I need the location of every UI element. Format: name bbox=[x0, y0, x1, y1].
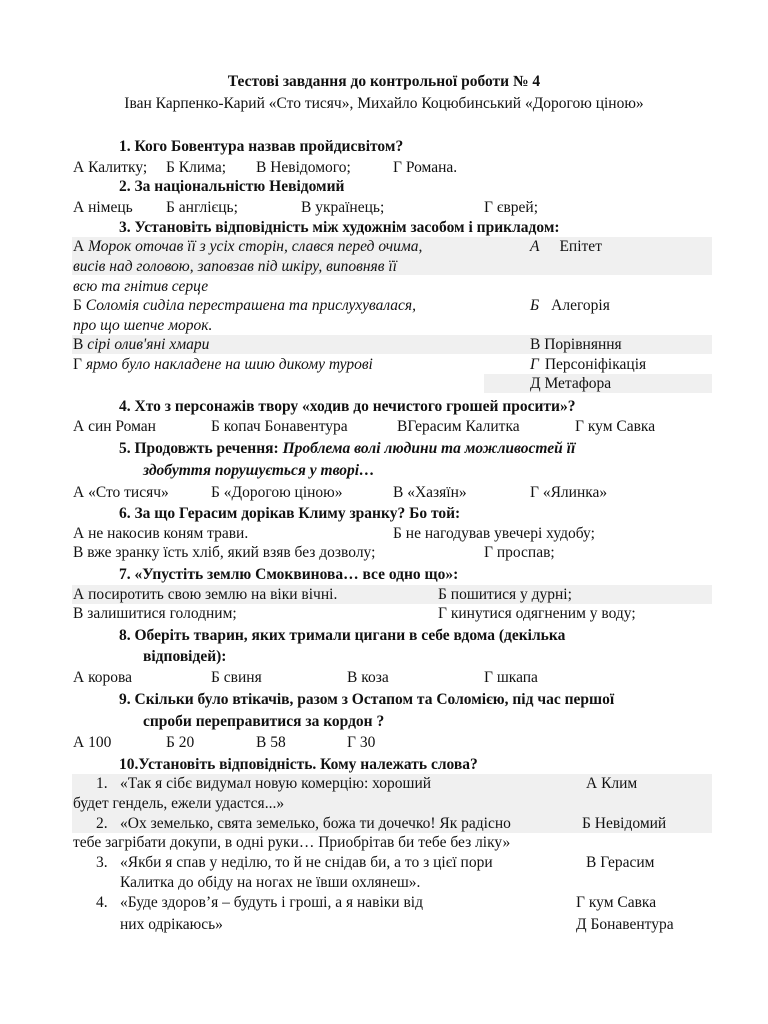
question-2: 2. За національністю Невідомий bbox=[119, 178, 345, 195]
q6-answer-v: В вже зранку їсть хліб, який взяв без дозволу; bbox=[73, 544, 376, 561]
q8-answer-b: Б свиня bbox=[211, 669, 262, 686]
question-5-line-1: 5. Продовжть речення: Проблема волі людини та можливостей її bbox=[119, 440, 576, 457]
q4-answer-a: А син Роман bbox=[73, 418, 156, 435]
q5-answer-v: В «Хазяїн» bbox=[393, 484, 467, 501]
q5-answer-b: Б «Дорогою ціною» bbox=[211, 484, 343, 501]
q2-answer-g: Г єврей; bbox=[484, 199, 539, 216]
q7-answer-a: А посиротить свою землю на віки вічні. bbox=[73, 586, 338, 603]
question-3: 3. Установіть відповідність між художнім засобом і прикладом: bbox=[119, 219, 560, 236]
question-5-line-2: здобуття порушується у творі… bbox=[143, 462, 375, 479]
q4-answer-g: Г кум Савка bbox=[575, 418, 656, 435]
q3-option-v: В Порівняння bbox=[530, 336, 622, 353]
q3-option-b: Б Алегорія bbox=[530, 297, 610, 314]
q10-item-4-line-1: «Буде здоров’я – будуть і гроші, а я навіки від bbox=[120, 894, 423, 911]
q2-answer-v: В українець; bbox=[301, 199, 385, 216]
q3-example-v: В сірі олив'яні хмари bbox=[73, 336, 210, 353]
q3-example-g: Г ярмо було накладене на шию дикому турові bbox=[73, 356, 373, 373]
q7-answer-g: Г кинутися одягненим у воду; bbox=[438, 605, 636, 622]
q7-answer-v: В залишитися голодним; bbox=[73, 605, 237, 622]
question-8-line-2: відповідей): bbox=[143, 648, 227, 665]
q9-answer-g: Г 30 bbox=[347, 734, 376, 751]
q8-answer-v: В коза bbox=[347, 669, 389, 686]
q5-answer-a: А «Сто тисяч» bbox=[73, 484, 169, 501]
q6-answer-b: Б не нагодував увечері худобу; bbox=[393, 525, 595, 542]
q6-answer-g: Г проспав; bbox=[484, 544, 555, 561]
q3-option-g: Г Персоніфікація bbox=[530, 356, 647, 373]
question-1: 1. Кого Бовентура назвав пройдисвітом? bbox=[119, 138, 404, 155]
q10-item-1-line-2: будет гендель, ежели удастся...» bbox=[73, 795, 285, 812]
q10-option-b: Б Невідомий bbox=[582, 815, 667, 832]
q1-answer-a: А Калитку; bbox=[73, 159, 148, 176]
q10-option-a: А Клим bbox=[586, 775, 638, 792]
q10-item-2-line-1: «Ох земелько, свята земелько, божа ти дочечко! Як радісно bbox=[120, 815, 511, 832]
q10-item-1-number: 1. bbox=[96, 775, 108, 792]
q10-item-3-number: 3. bbox=[96, 854, 108, 871]
question-9-line-2: спроби переправитися за кордон ? bbox=[143, 713, 385, 730]
q10-option-g: Г кум Савка bbox=[576, 894, 657, 911]
q10-item-1-line-1: «Так я сібє видумал новую комерцію: хороший bbox=[120, 775, 432, 792]
question-7: 7. «Упустіть землю Смоквинова… все одно що»: bbox=[119, 566, 459, 583]
q9-answer-b: Б 20 bbox=[166, 734, 195, 751]
q8-answer-g: Г шкапа bbox=[484, 669, 538, 686]
q4-answer-b: Б копач Бонавентура bbox=[211, 418, 348, 435]
q3-example-a-line-1: А Морок оточав її з усіх сторін, слався перед очима, bbox=[73, 238, 423, 255]
q8-answer-a: А корова bbox=[73, 669, 133, 686]
document-subtitle: Іван Карпенко-Карий «Сто тисяч», Михайло Коцюбинський «Дорогою ціною» bbox=[124, 95, 644, 112]
q10-item-3-line-2: Калитка до обіду на ногах не ївши охлянеш». bbox=[120, 874, 421, 891]
q10-item-2-line-2: тебе загрібати докупи, в одні руки… Приобрітав би тебе без ліку» bbox=[73, 834, 511, 851]
q1-answer-b: Б Клима; bbox=[166, 159, 227, 176]
q3-example-a-line-3: всю та гнітив серце bbox=[73, 278, 209, 295]
q10-item-2-number: 2. bbox=[96, 815, 108, 832]
question-6: 6. За що Герасим дорікав Климу зранку? Бо той: bbox=[119, 505, 461, 522]
q1-answer-v: В Невідомого; bbox=[256, 159, 351, 176]
q1-answer-g: Г Романа. bbox=[393, 159, 458, 176]
q9-answer-v: В 58 bbox=[256, 734, 286, 751]
question-4: 4. Хто з персонажів твору «ходив до нечистого грошей просити»? bbox=[119, 398, 576, 415]
q10-option-v: В Герасим bbox=[586, 854, 655, 871]
q10-item-4-number: 4. bbox=[96, 894, 108, 911]
q3-example-b-line-1: Б Соломія сиділа перестрашена та прислухувалася, bbox=[73, 297, 417, 314]
q10-option-d: Д Бонавентура bbox=[576, 916, 674, 933]
q10-item-4-line-2: них одрікаюсь» bbox=[120, 916, 223, 933]
q10-item-3-line-1: «Якби я спав у неділю, то й не снідав би, а то з цієї пори bbox=[120, 854, 493, 871]
q9-answer-a: А 100 bbox=[73, 734, 112, 751]
q5-answer-g: Г «Ялинка» bbox=[530, 484, 608, 501]
document-title: Тестові завдання до контрольної роботи № 4 bbox=[227, 73, 541, 90]
q3-option-a: А Епітет bbox=[530, 238, 602, 255]
q6-answer-a: А не накосив коням трави. bbox=[73, 525, 249, 542]
q3-option-d: Д Метафора bbox=[530, 375, 612, 392]
q2-answer-a: А німець bbox=[73, 199, 133, 216]
q2-answer-b: Б англієць; bbox=[166, 199, 238, 216]
q7-answer-b: Б пошитися у дурні; bbox=[438, 586, 572, 603]
question-9-line-1: 9. Скільки було втікачів, разом з Остапом та Соломією, під час першої bbox=[119, 691, 615, 708]
question-8-line-1: 8. Оберіть тварин, яких тримали цигани в себе вдома (декілька bbox=[119, 627, 566, 644]
q4-answer-v: ВГерасим Калитка bbox=[397, 418, 520, 435]
q3-example-a-line-2: висів над головою, заповзав під шкіру, виповняв її bbox=[73, 258, 397, 275]
question-10: 10.Установіть відповідність. Кому належать слова? bbox=[119, 756, 478, 773]
q3-example-b-line-2: про що шепче морок. bbox=[73, 317, 213, 334]
